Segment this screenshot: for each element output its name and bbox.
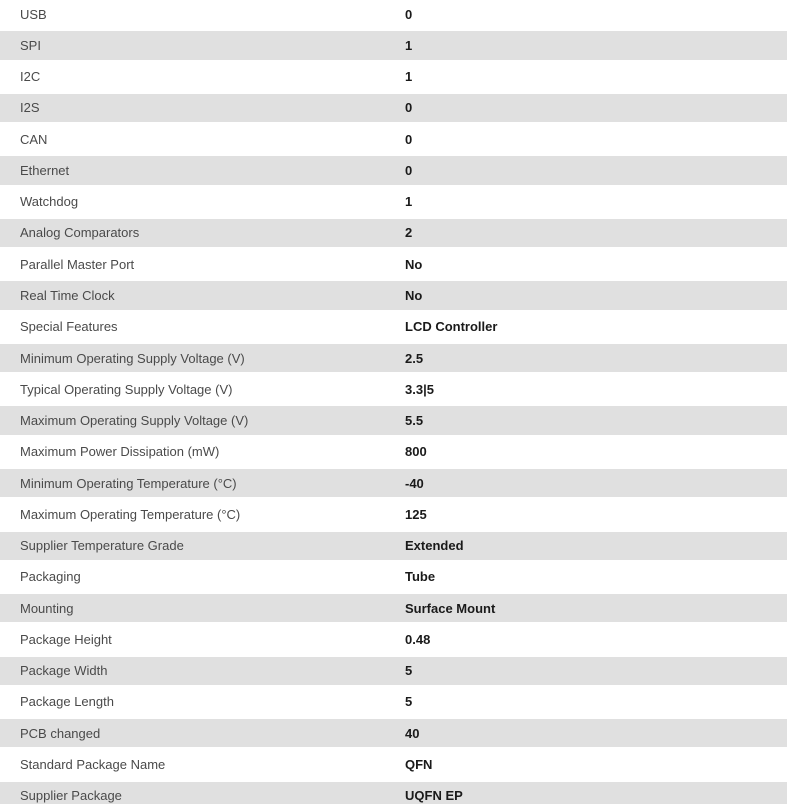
table-row [0,750,787,781]
table-row [0,63,787,94]
table-row [0,188,787,219]
spec-label: USB [20,6,47,22]
spec-value: 3.3|5 [405,381,434,397]
spec-value: 0 [405,6,413,22]
spec-label: Packaging [20,569,81,585]
table-row [0,375,787,406]
spec-value: No [405,288,423,304]
spec-label: I2C [20,69,41,85]
table-row [0,532,787,563]
table-row [0,344,787,375]
spec-label: Maximum Operating Supply Voltage (V) [20,413,249,429]
spec-label: Supplier Temperature Grade [20,538,184,554]
spec-value: -40 [405,475,424,491]
spec-label: Package Height [20,631,112,647]
spec-value: 125 [405,506,427,522]
table-row [0,156,787,187]
table-row [0,219,787,250]
spec-value: 0 [405,131,413,147]
spec-label: Supplier Package [20,788,122,804]
table-row [0,125,787,156]
spec-label: Watchdog [20,194,79,210]
spec-value: QFN [405,757,433,772]
table-row [0,281,787,312]
spec-value: 2 [405,225,413,241]
spec-label: CAN [20,131,48,147]
table-row [0,563,787,594]
spec-label: Ethernet [20,162,70,178]
table-row [0,500,787,531]
spec-value: LCD Controller [405,319,498,335]
spec-label: Typical Operating Supply Voltage (V) [20,381,233,397]
table-row [0,625,787,656]
spec-value: 0 [405,100,413,116]
spec-value: 0 [405,162,413,178]
spec-value: 1 [405,69,413,85]
spec-value: Extended [405,538,464,554]
spec-label: SPI [20,37,41,53]
table-row [0,594,787,625]
spec-value: 800 [405,444,427,460]
spec-label: Package Width [20,663,108,679]
table-row [0,250,787,281]
table-row [0,469,787,500]
spec-value: 1 [405,194,413,210]
spec-label: Parallel Master Port [20,256,135,272]
spec-label: Maximum Power Dissipation (mW) [20,444,220,460]
table-row [0,94,787,125]
table-row [0,31,787,62]
spec-label: Standard Package Name [20,757,166,772]
table-row [0,313,787,344]
spec-value: 1 [405,37,413,53]
spec-value: 2.5 [405,350,424,366]
spec-value: 5.5 [405,413,424,429]
table-row [0,657,787,688]
spec-value: Surface Mount [405,600,496,616]
spec-value: UQFN EP [405,788,463,804]
spec-label: Special Features [20,319,118,335]
spec-label: Maximum Operating Temperature (°C) [20,506,241,522]
spec-label: Package Length [20,694,114,710]
spec-value: Tube [405,569,436,585]
spec-value: No [405,256,423,272]
table-row [0,719,787,750]
table-row [0,782,787,804]
spec-label: Minimum Operating Supply Voltage (V) [20,350,245,366]
table-row [0,688,787,719]
spec-label: PCB changed [20,725,101,741]
spec-value: 0.48 [405,631,431,647]
spec-value: 5 [405,694,413,710]
spec-value: 5 [405,663,413,679]
spec-label: Real Time Clock [20,288,115,304]
spec-label: Minimum Operating Temperature (°C) [20,475,237,491]
spec-value: 40 [405,725,420,741]
spec-label: Analog Comparators [20,225,140,241]
table-row [0,438,787,469]
table-row [0,0,787,31]
spec-label: Mounting [20,600,74,616]
spec-label: I2S [20,100,40,116]
table-row [0,406,787,437]
